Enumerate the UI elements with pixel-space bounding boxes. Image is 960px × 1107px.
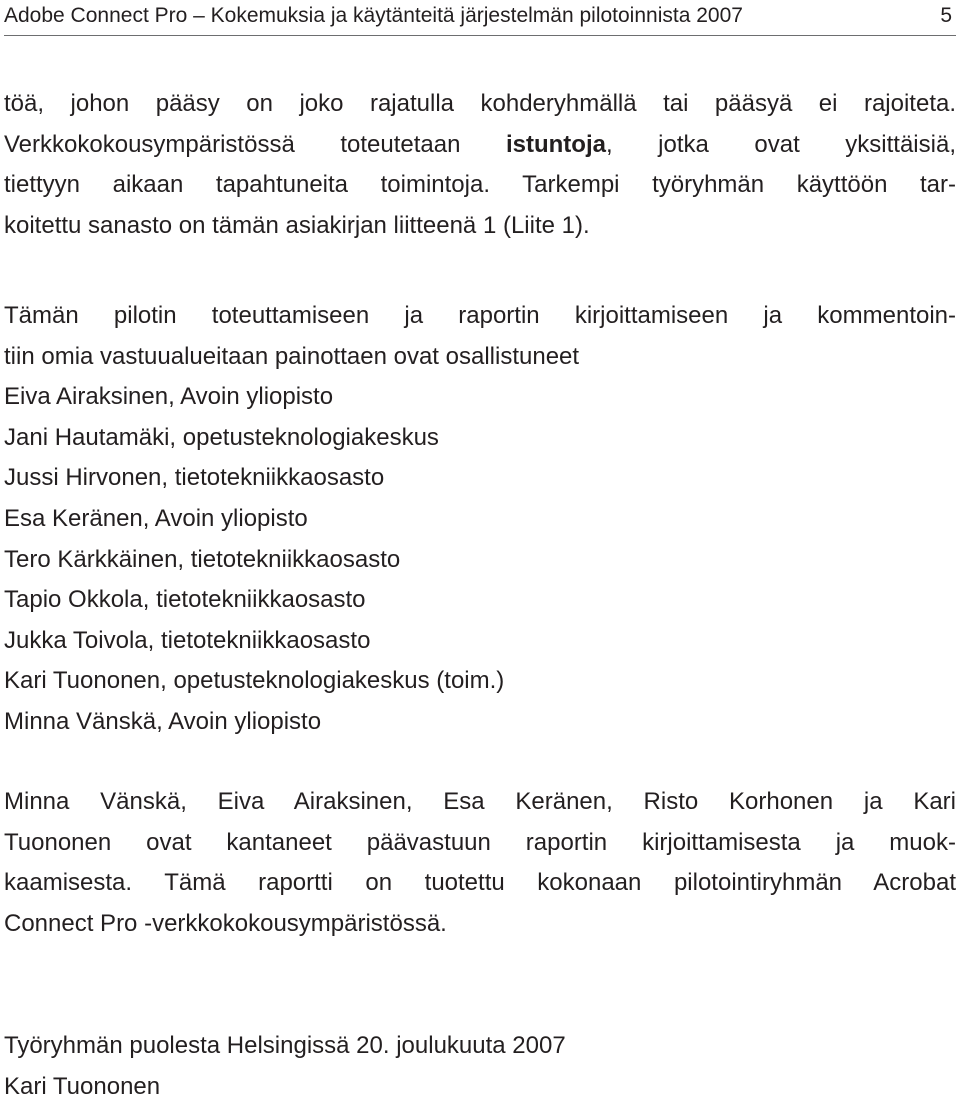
participant-item: Tero Kärkkäinen, tietotekniikkaosasto xyxy=(4,545,401,573)
paragraph-line: Minna Vänskä, Eiva Airaksinen, Esa Keränen, Risto Korhonen ja Kari xyxy=(4,788,956,815)
participant-item: Jussi Hirvonen, tietotekniikkaosasto xyxy=(4,464,385,492)
running-title: Adobe Connect Pro – Kokemuksia ja käytänteitä järjestelmän pilotoinnista 2007 xyxy=(4,4,743,27)
participant-item: Minna Vänskä, Avoin yliopisto xyxy=(4,707,322,735)
paragraph-line: Tämän pilotin toteuttamiseen ja raportin kirjoittamiseen ja kommentoin- xyxy=(4,302,956,329)
signature-name: Kari Tuononen xyxy=(4,1072,161,1100)
paragraph-participants xyxy=(4,296,956,743)
paragraph-line: kaamisesta. Tämä raportti on tuotettu kokonaan pilotointiryhmän Acrobat xyxy=(4,869,956,897)
page-number: 5 xyxy=(940,4,952,27)
paragraph-glossary xyxy=(4,84,956,246)
paragraph-line: töä, johon pääsy on joko rajatulla kohderyhmällä tai pääsyä ei rajoiteta. xyxy=(4,90,956,117)
paragraph-line xyxy=(4,125,956,166)
signature-block xyxy=(4,1026,956,1107)
participant-item: Jani Hautamäki, opetusteknologiakeskus xyxy=(4,423,439,451)
paragraph-line: tiin omia vastuualueitaan painottaen ovat osallistuneet xyxy=(4,342,580,370)
text-run: Verkkokokousympäristössä toteutetaan xyxy=(4,130,506,158)
paragraph-responsibility xyxy=(4,782,956,944)
running-header xyxy=(4,2,956,36)
participant-item: Jukka Toivola, tietotekniikkaosasto xyxy=(4,626,371,654)
text-run: , jotka ovat yksittäisiä, xyxy=(605,130,956,158)
paragraph-line: Tuononen ovat kantaneet päävastuun raportin kirjoittamisesta ja muok- xyxy=(4,828,956,856)
bold-term: istuntoja xyxy=(505,130,606,158)
signature-place-date: Työryhmän puolesta Helsingissä 20. joulukuuta 2007 xyxy=(4,1032,566,1059)
participant-item: Eiva Airaksinen, Avoin yliopisto xyxy=(4,383,334,411)
paragraph-line: tiettyyn aikaan tapahtuneita toimintoja. Tarkempi työryhmän käyttöön tar- xyxy=(4,171,956,199)
paragraph-line: Connect Pro -verkkokokousympäristössä. xyxy=(4,909,447,937)
participant-item: Tapio Okkola, tietotekniikkaosasto xyxy=(4,586,366,614)
paragraph-line: koitettu sanasto on tämän asiakirjan liitteenä 1 (Liite 1). xyxy=(4,211,590,239)
participant-item: Kari Tuononen, opetusteknologiakeskus (toim.) xyxy=(4,667,505,695)
participant-item: Esa Keränen, Avoin yliopisto xyxy=(4,504,308,532)
